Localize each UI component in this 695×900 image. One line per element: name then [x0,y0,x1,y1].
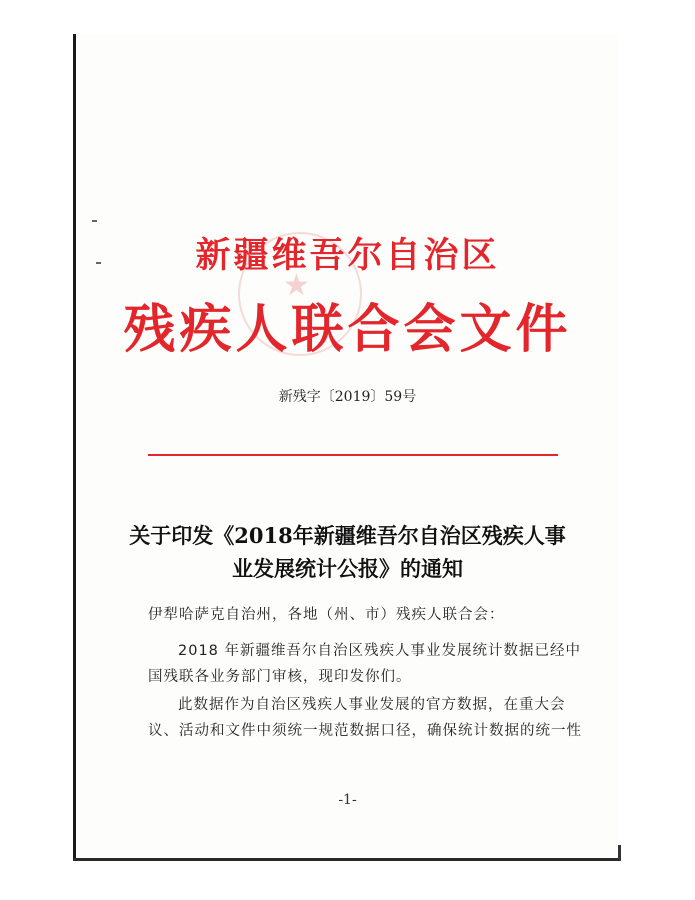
paragraph1-line2: 国残联各业务部门审核，现印发你们。 [148,669,412,685]
notice-title-line2: 业发展统计公报》的通知 [232,556,463,581]
salutation: 伊犁哈萨克自治州，各地（州、市）残疾人联合会： [148,607,505,623]
notice-title-line1: 关于印发《2018年新疆维吾尔自治区残疾人事 [129,523,566,548]
scan-edge-right [618,845,621,860]
paragraph2-line1: 此数据作为自治区残疾人事业发展的官方数据，在重大会 [178,697,566,713]
red-divider [148,454,558,456]
paragraph1-line1: 2018 年新疆维吾尔自治区残疾人事业发展统计数据已经中 [178,643,582,659]
scan-edge-left [73,34,76,860]
page-number: -1- [338,792,357,808]
issuer-header-line2: 残疾人联合会文件 [123,299,572,360]
paragraph2-line2: 议、活动和文件中须统一规范数据口径，确保统计数据的统一性 [148,723,582,739]
document-number: 新残字〔2019〕59号 [278,389,417,405]
issuer-header-line1: 新疆维吾尔自治区 [195,235,500,276]
seal-star-icon: ★ [283,268,310,303]
scan-mark [92,220,97,222]
scan-edge-bottom [73,858,621,861]
